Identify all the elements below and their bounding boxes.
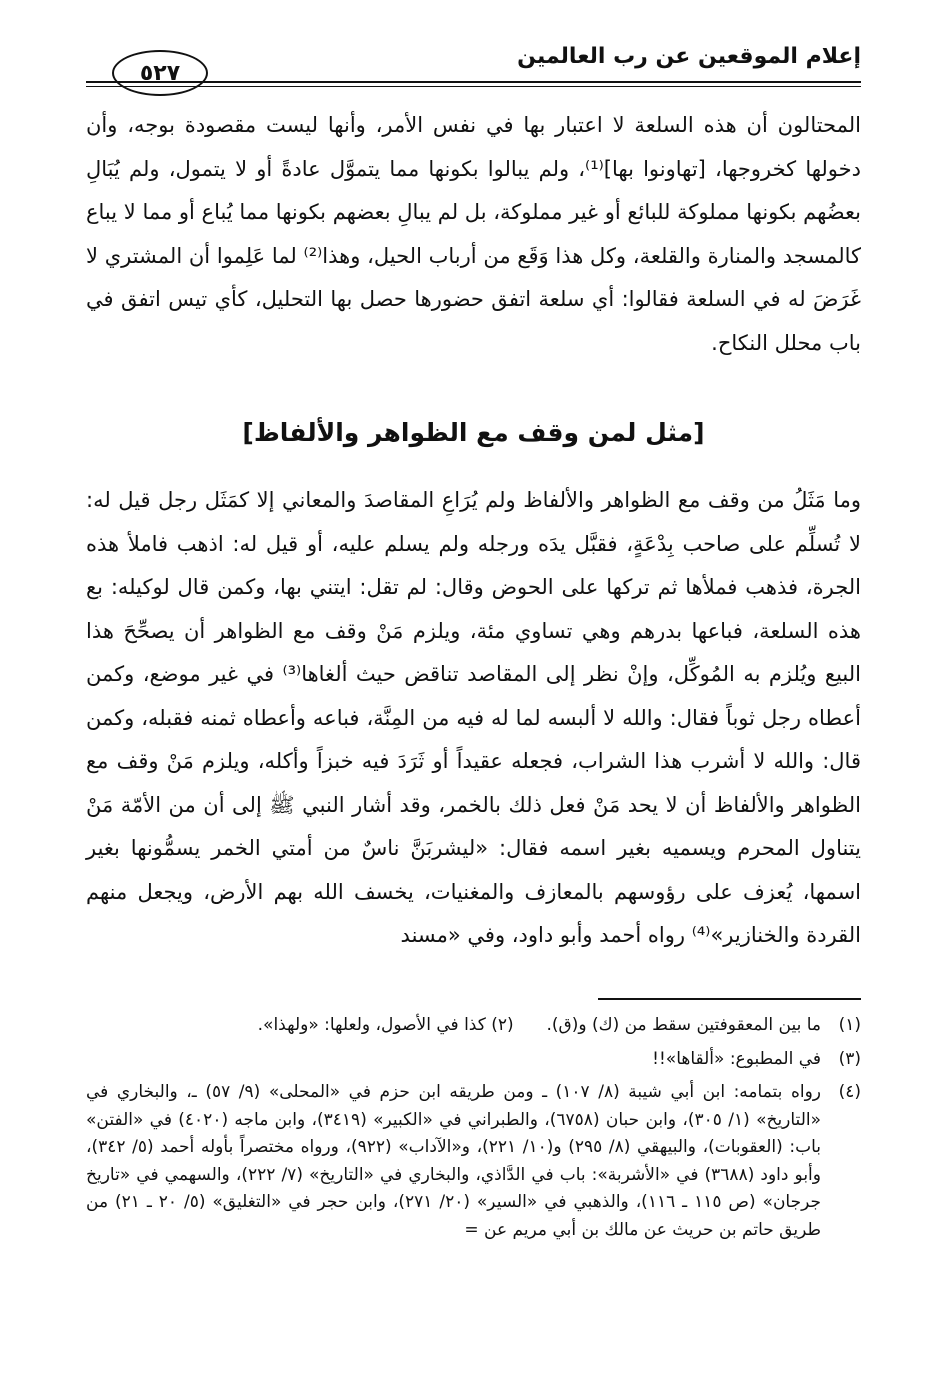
page-number-badge [112, 50, 208, 96]
footnote-number: (١) [838, 1015, 861, 1035]
section-heading: [مثل لمن وقف مع الظواهر والألفاظ] [242, 418, 705, 447]
footnote-2-number: (٢) [491, 1015, 514, 1035]
footnote-number: (٣) [838, 1048, 861, 1069]
footnote-row [86, 1046, 861, 1074]
footnote-text: في المطبوع: «ألقاها»!! [652, 1048, 821, 1069]
footnote-row [86, 1079, 861, 1244]
page-number: ٥٢٧ [139, 60, 181, 86]
footnote-2-text: كذا في الأصول، ولعلها: «ولهذا». [257, 1015, 486, 1035]
body-paragraph-2: وما مَثَلُ من وقف مع الظواهر والألفاظ ولم يُرَاعِ المقاصدَ والمعاني إلا كمَثَل رجل قيل له: لا تُسلِّم على صاحب بِدْعَةٍ، فقبَّل يدَه ورجله ولم يسلم عليه، أو قيل له: اذهب فاملأ هذه الجرة، فذهب فملأها ثم تركها على الحوض وقال: لم تقل: ايتني بها، وكمن قال لوكيله: بع هذه السلعة، فباعها بدرهم وهي تساوي مئة، ويلزم مَنْ وقف مع الظواهر أن يصحِّحَ هذا البيع ويُلزم به المُوكِّل، وإنْ نظر إلى المقاصد تناقض حيث ألغاها⁽³⁾ في غير موضع، وكمن أعطاه رجل ثوباً فقال: والله لا ألبسه لما له فيه من المِنَّة، فباعه وأعطاه ثمنه فقبله، وكمن قال: والله لا أشرب هذا الشراب، فجعله عقيداً أو ثَرَدَ فيه خبزاً وأكله، ويلزم مَنْ وقف مع الظواهر والألفاظ أن لا يحد مَنْ فعل ذلك بالخمر، وقد أشار النبي ﷺ إلى أن من الأمّة مَنْ يتناول المحرم ويسميه بغير اسمه فقال: «ليشربَنَّ ناسٌ من أمتي الخمر يسمُّونها بغير اسمها، يُعزف على رؤوسهم بالمعازف والمغنيات، يخسف الله بهم الأرض، ويجعل منهم القردة والخنازير»⁽⁴⁾ رواه أحمد وأبو داود، وفي «مسند [86, 488, 861, 947]
footnote-text: رواه بتمامه: ابن أبي شيبة (٨/ ١٠٧) ـ ومن طريقه ابن حزم في «المحلى» (٩/ ٥٧) ـ، والبخاري في «التاريخ» (١/ ٣٠٥)، وابن حبان (٦٧٥٨)، والطبراني في «الكبير» (٣٤١٩)، وابن ماجه (٤٠٢٠) في «الفتن» باب: (العقوبات)، والبيهقي (٨/ ٢٩٥) و(١٠/ ٢٢١)، و«الآداب» (٩٢٢)، ورواه مختصراً بأوله أحمد (٥/ ٣٤٢)، وأبو داود (٣٦٨٨) في «الأشربة»: باب في الدَّاذي، والبخاري في «التاريخ» (٧/ ٢٢٢)، والسهمي في «تاريخ جرجان» (ص ١١٥ ـ ١١٦)، والذهبي في «السير» (٢٠/ ٢٧١)، وابن حجر في «التغليق» (٥/ ٢٠ ـ ٢١) من طريق حاتم بن حريث عن مالك بن أبي مريم عن = [86, 1082, 822, 1240]
header-rule [86, 81, 861, 83]
footnote-row [86, 1012, 861, 1040]
running-header-title: إعلام الموقعين عن رب العالمين [517, 44, 861, 69]
footnote-number: (٤) [838, 1082, 861, 1102]
header-rule-thin [86, 86, 861, 87]
footnotes [86, 1012, 861, 1244]
footnote-1-text: ما بين المعقوفتين سقط من (ك) و(ق). [546, 1015, 821, 1035]
footnote-separator [598, 998, 861, 1000]
body-paragraph-1: المحتالون أن هذه السلعة لا اعتبار بها في نفس الأمر، وأنها ليست مقصودة بوجه، وأن دخولها كخروجها، [تهاونوا بها]⁽¹⁾، ولم يبالوا بكونها مما يتموَّل عادةً أو لا يتمول، ولم يُبَالِ بعضُهم بكونها مملوكة للبائع أو غير مملوكة، بل لم يبالِ بعضهم بكونها مما يُباع أو مما لا يباع كالمسجد والمنارة والقلعة، وكل هذا وَقَع من أرباب الحيل، وهذا⁽²⁾ لما عَلِموا أن المشتري لا غَرَضَ له في السلعة فقالوا: أي سلعة اتفق حضورها حصل بها التحليل، كأي تيس اتفق في باب محلل النكاح. [86, 113, 861, 355]
footnote-text [86, 1012, 821, 1040]
